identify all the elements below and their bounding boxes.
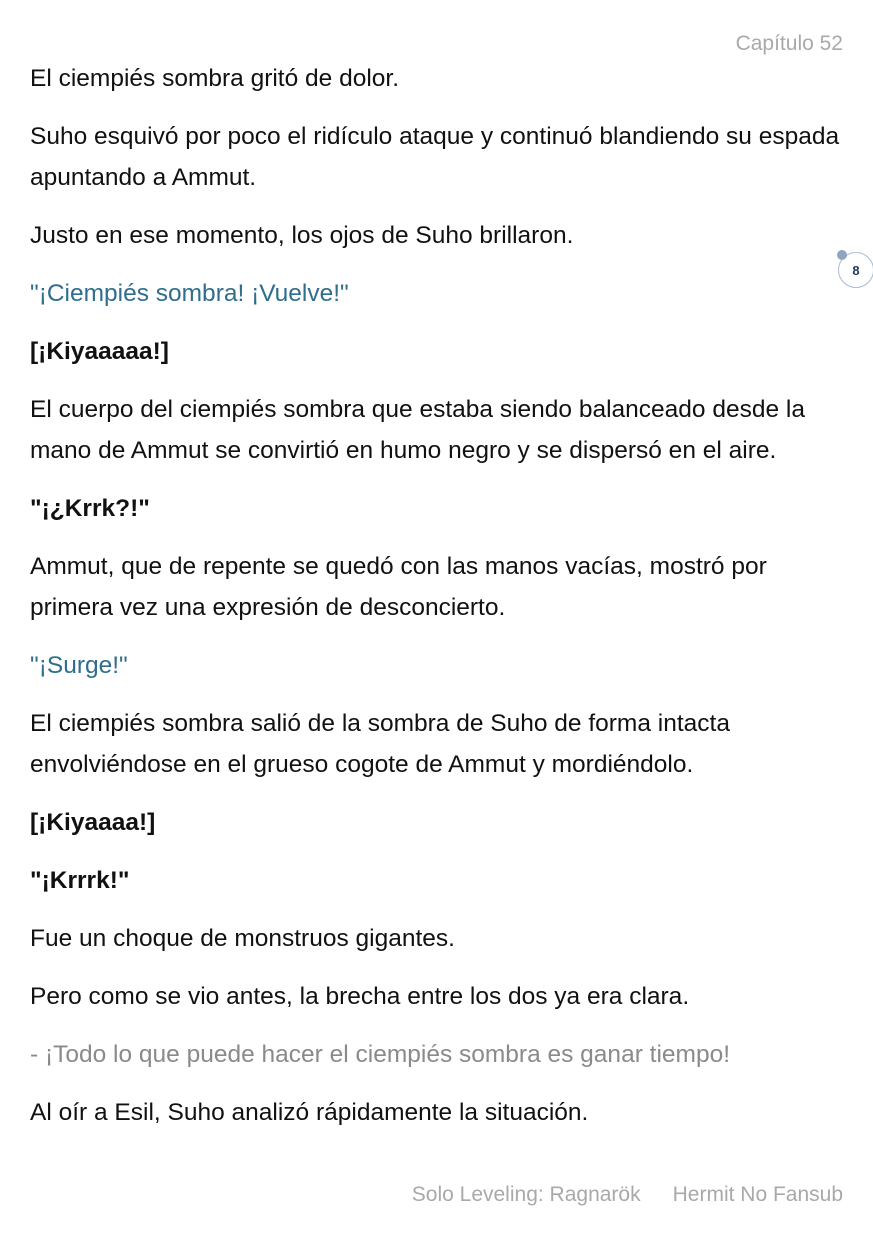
sound-paragraph: "¡¿Krrk?!" [30,495,150,522]
book-title: Solo Leveling: Ragnarök [411,1183,641,1206]
sound-paragraph: [¡Kiyaaaa!] [30,809,156,836]
translator-name: Hermit No Fansub [672,1183,843,1206]
comment-count: 8 [852,262,860,278]
paragraph: El cuerpo del ciempiés sombra que estaba siendo balanceado desde la mano de Ammut se convirtió en humo negro y se dispersó en el aire. [30,396,805,464]
chapter-text [30,58,850,1150]
dialog-paragraph: "¡Surge!" [30,652,128,679]
paragraph: Al oír a Esil, Suho analizó rápidamente la situación. [30,1099,589,1126]
paragraph: Fue un choque de monstruos gigantes. [30,925,455,952]
dialog-paragraph: "¡Ciempiés sombra! ¡Vuelve!" [30,280,349,307]
paragraph: El ciempiés sombra gritó de dolor. [30,65,400,92]
sound-paragraph: [¡Kiyaaaaa!] [30,338,169,365]
sound-paragraph: "¡Krrrk!" [30,867,130,894]
paragraph: Suho esquivó por poco el ridículo ataque y continuó blandiendo su espada apuntando a Ammut. [30,123,840,191]
paragraph: Justo en ese momento, los ojos de Suho brillaron. [30,222,574,249]
footer [412,1183,843,1207]
paragraph: Pero como se vio antes, la brecha entre los dos ya era clara. [30,983,690,1010]
paragraph: - ¡Todo lo que puede hacer el ciempiés sombra es ganar tiempo! [30,1041,730,1068]
chapter-title: Capítulo 52 [735,32,843,55]
paragraph: Ammut, que de repente se quedó con las manos vacías, mostró por primera vez una expresión de desconcierto. [30,553,767,621]
paragraph: El ciempiés sombra salió de la sombra de Suho de forma intacta envolviéndose en el grueso cogote de Ammut y mordiéndolo. [30,710,730,778]
